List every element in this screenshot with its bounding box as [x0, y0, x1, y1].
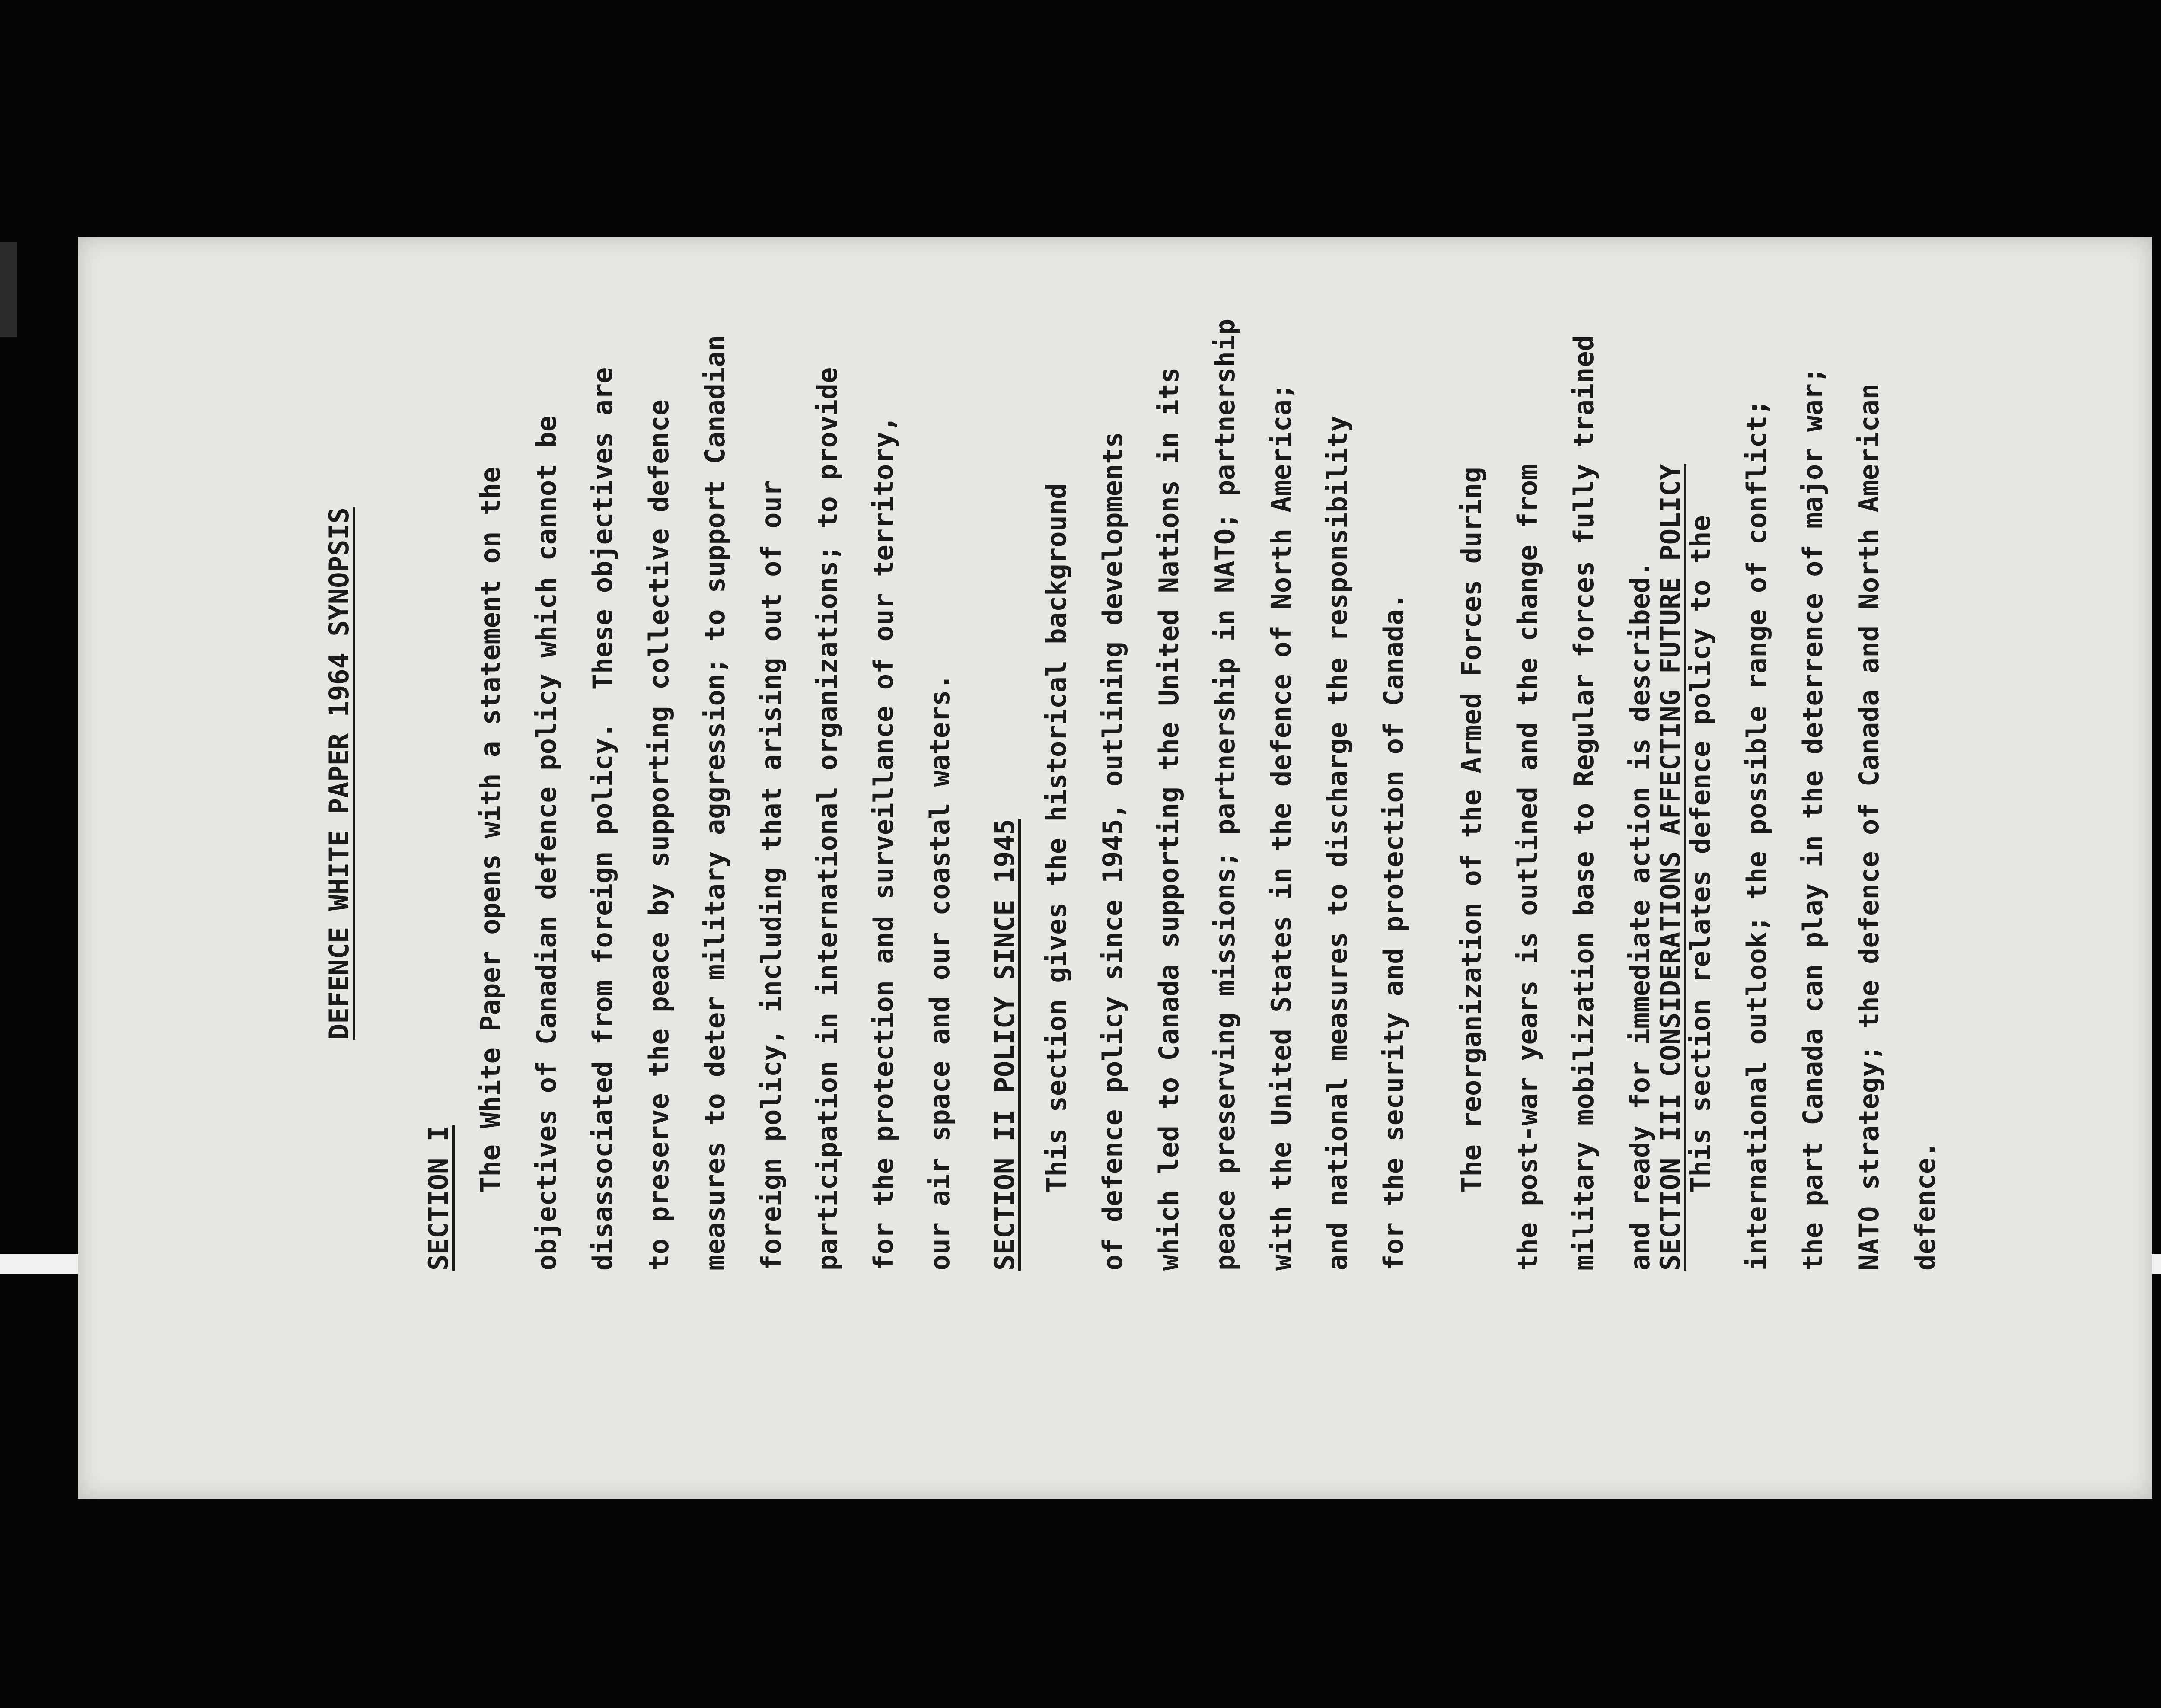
text-line: with the United States in the defence of North America; [1265, 383, 1297, 1271]
section-2-body-continued [1444, 277, 1668, 1271]
typed-page [320, 277, 1954, 1271]
section-3-heading: SECTION III CONSIDERATIONS AFFECTING FUTURE POLICY [1654, 464, 1686, 1271]
text-line: measures to deter military aggression; to support Canadian [699, 335, 731, 1271]
text-line: participation in international organizations; to provide [812, 367, 843, 1271]
section-3-body [1673, 277, 1954, 1271]
section-1-body [462, 277, 968, 1271]
text-line: our air space and our coastal waters. [924, 673, 956, 1271]
document-title: DEFENCE WHITE PAPER 1964 SYNOPSIS [323, 507, 355, 1040]
text-line: military mobilization base to Regular forces fully trained [1568, 335, 1600, 1271]
text-line: disassociated from foreign policy. These objectives are [587, 367, 618, 1271]
registration-band-left [0, 1254, 82, 1274]
text-line: the post-war years is outlined and the change from [1512, 464, 1543, 1271]
text-line: foreign policy, including that arising out of our [755, 480, 787, 1271]
text-line: peace preserving missions; partnership in NATO; partnership [1209, 319, 1241, 1271]
text-line: NATO strategy; the defence of Canada and North American [1853, 383, 1885, 1271]
text-line: The White Paper opens with a statement on the [475, 467, 506, 1193]
text-line: This section gives the historical background [1041, 483, 1072, 1193]
text-line: which led to Canada supporting the United Nations in its [1153, 367, 1185, 1271]
section-1-heading: SECTION I [423, 1125, 454, 1271]
section-2-heading: SECTION II POLICY SINCE 1945 [989, 819, 1020, 1271]
text-line: objectives of Canadian defence policy which cannot be [531, 415, 562, 1271]
text-line: for the security and protection of Canada. [1378, 593, 1409, 1271]
section-2-body [1029, 277, 1422, 1271]
text-line: and ready for immediate action is described. [1624, 561, 1656, 1271]
text-line: for the protection and surveillance of our territory, [868, 415, 899, 1271]
text-line: defence. [1909, 1141, 1941, 1271]
text-line: to preserve the peace by supporting collective defence [643, 399, 675, 1271]
text-line: This section relates defence policy to the [1685, 515, 1716, 1193]
text-line: and national measures to discharge the responsibility [1322, 415, 1353, 1271]
text-line: international outlook; the possible range of conflict; [1741, 399, 1772, 1271]
text-line: of defence policy since 1945, outlining developments [1097, 431, 1128, 1271]
text-line: The reorganization of the Armed Forces during [1456, 467, 1487, 1193]
film-edge-mark [0, 242, 17, 337]
text-line: the part Canada can play in the deterrence of major war; [1797, 367, 1829, 1271]
